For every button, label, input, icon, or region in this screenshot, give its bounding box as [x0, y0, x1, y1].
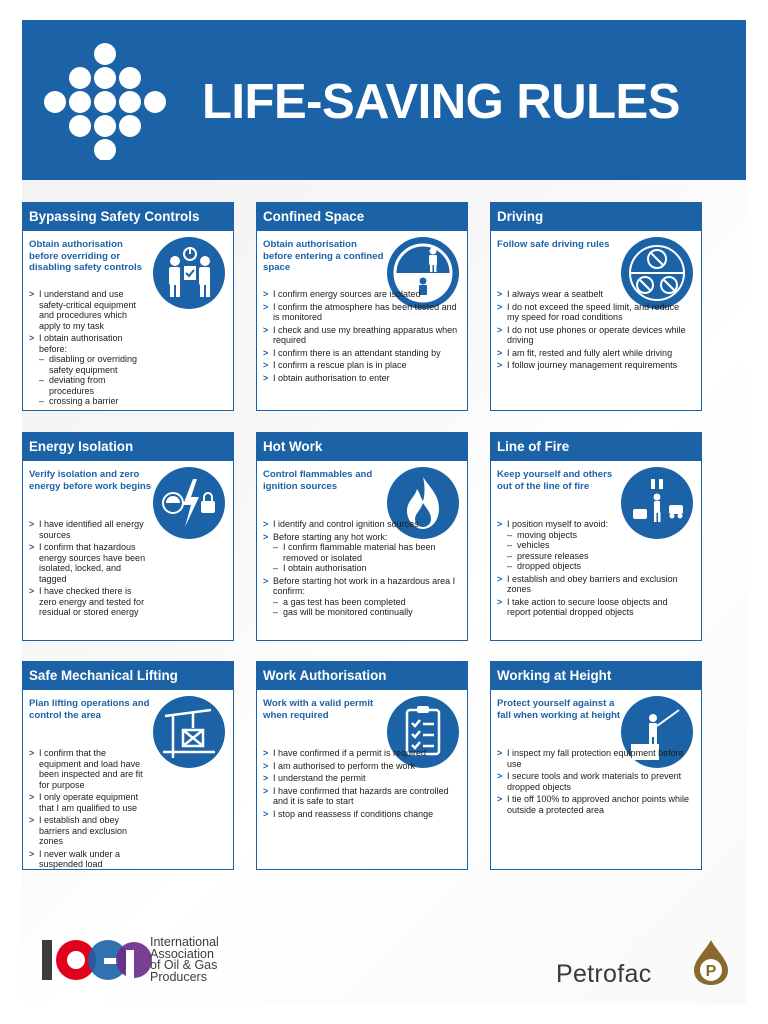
rule-item-text: I stop and reassess if conditions change [273, 808, 434, 819]
rule-item-text: I confirm there is an attendant standing by [273, 347, 441, 358]
rule-item [497, 597, 693, 618]
rule-item-text: I follow journey management requirements [507, 360, 678, 370]
rule-item-text: I confirm that hazardous energy sources have been isolated, locked, and tagged [39, 542, 146, 584]
rule-item [263, 786, 459, 807]
rule-item [263, 761, 459, 772]
rule-item-text: I obtain authorisation to enter [273, 372, 390, 383]
rule-card-subtitle: Control flammables and ignition sources [263, 469, 373, 492]
rule-card [490, 432, 702, 641]
petrofac-logo [556, 938, 746, 1004]
petrofac-drop-icon [692, 938, 730, 986]
rule-card-subtitle: Keep yourself and others out of the line of fire [497, 469, 613, 492]
rule-sub-list [39, 354, 149, 407]
iogp-name-line: Association [150, 946, 214, 961]
rule-item [497, 771, 693, 792]
rule-item [263, 325, 459, 346]
rule-item [263, 748, 459, 759]
rule-item-text: I do not exceed the speed limit, and reduce my speed for road conditions [507, 301, 680, 322]
rule-item [29, 586, 149, 618]
rule-item-text: I establish and obey barriers and exclusion zones [507, 573, 678, 594]
rule-card-list [497, 748, 693, 817]
rule-card-list [29, 748, 149, 872]
rule-item-text: I inspect my fall protection equipment before use [507, 748, 684, 769]
rule-item [263, 519, 459, 530]
rule-sub-item: – I obtain authorisation [273, 563, 459, 574]
rule-sub-list [507, 530, 693, 572]
rule-item [497, 289, 693, 300]
rule-item-text: Before starting any hot work: [273, 531, 388, 542]
rule-sub-item: – a gas test has been completed [273, 597, 459, 608]
petrofac-logo-letter: P [705, 963, 717, 980]
rule-item-text: I have identified all energy sources [39, 519, 144, 540]
rule-item-text: I never walk under a suspended load [39, 848, 121, 869]
rule-sub-item: – gas will be monitored continually [273, 607, 459, 618]
rule-item [263, 576, 459, 618]
rule-card-list [497, 289, 693, 373]
rule-item [29, 849, 149, 870]
iogp-dots-logo-icon [40, 40, 170, 160]
rule-card [256, 661, 468, 870]
rule-item [263, 302, 459, 323]
rule-sub-item: – crossing a barrier [39, 396, 149, 407]
rule-card-subtitle: Protect yourself against a fall when working at height [497, 698, 621, 721]
energy-isolation-icon [153, 467, 225, 539]
rule-item-text: I check and use my breathing apparatus when required [273, 324, 458, 345]
rule-card [256, 202, 468, 411]
rule-item-text: I obtain authorisation before: [39, 333, 123, 354]
rule-item-text: I am fit, rested and fully alert while driving [507, 347, 673, 358]
rule-card-subtitle: Obtain authorisation before overriding or disabling safety controls [29, 239, 143, 273]
rule-card-subtitle: Work with a valid permit when required [263, 698, 374, 721]
rule-item [29, 748, 149, 790]
rule-card-title: Hot Work [257, 433, 467, 461]
rule-sub-list [273, 597, 459, 618]
rule-item-text: I have confirmed if a permit is required [273, 748, 427, 758]
rule-item [29, 519, 149, 540]
rule-item-text: I understand and use safety-critical equipment and procedures which apply to my task [39, 289, 137, 331]
rule-card-title: Bypassing Safety Controls [23, 203, 233, 231]
rule-item-text: I confirm a rescue plan is in place [273, 360, 407, 370]
rule-card-title: Work Authorisation [257, 662, 467, 690]
rule-item-text: Before starting hot work in a hazardous area I confirm: [273, 575, 456, 596]
rule-sub-item: – moving objects [507, 530, 693, 541]
rule-item-text: I am authorised to perform the work [273, 760, 416, 771]
rule-item-text: I establish and obey barriers and exclusion zones [39, 815, 128, 846]
rule-card-subtitle: Verify isolation and zero energy before work begins [29, 469, 152, 492]
rule-card-subtitle: Plan lifting operations and control the area [29, 698, 150, 721]
rule-card-list [263, 289, 459, 385]
rule-card-subtitle: Follow safe driving rules [497, 239, 610, 250]
rule-item [263, 532, 459, 574]
rule-item [29, 815, 149, 847]
rule-card-title: Working at Height [491, 662, 701, 690]
rule-card-subtitle: Obtain authorisation before entering a confined space [263, 239, 384, 273]
iogp-name-line: of Oil & Gas [150, 958, 218, 972]
rule-item-text: I do not use phones or operate devices while driving [507, 324, 686, 345]
rule-item [263, 773, 459, 784]
rule-card-title: Driving [491, 203, 701, 231]
rule-sub-item: – pressure releases [507, 551, 693, 562]
rule-item [263, 373, 459, 384]
rule-item-text: I tie off 100% to approved anchor points while outside a protected area [507, 794, 689, 815]
rule-card-list [263, 519, 459, 620]
rule-sub-list [273, 542, 459, 574]
rule-item-text: I have checked there is zero energy and tested for residual or stored energy [39, 586, 145, 617]
rule-item [497, 519, 693, 572]
iogp-name-line: International [150, 935, 219, 949]
rule-item-text: I secure tools and work materials to prevent dropped objects [507, 771, 682, 792]
rule-card [22, 661, 234, 870]
rule-card-list [263, 748, 459, 821]
rule-sub-item: – disabling or overriding safety equipment [39, 354, 149, 375]
rule-item [29, 542, 149, 584]
rule-item [263, 289, 459, 300]
rule-sub-item: – dropped objects [507, 561, 693, 572]
rule-item-text: I confirm that the equipment and load have been inspected and are fit for purpose [39, 748, 143, 790]
rule-item [263, 360, 459, 371]
rule-sub-item: – vehicles [507, 540, 693, 551]
rule-item [29, 792, 149, 813]
lifting-icon [153, 696, 225, 768]
rule-item-text: I position myself to avoid: [507, 519, 609, 529]
rule-item-text: I confirm energy sources are isolated [273, 289, 421, 299]
iogp-name-line: Producers [150, 969, 207, 984]
authorisation-people-icon [153, 237, 225, 309]
rule-item [497, 794, 693, 815]
rule-item [497, 574, 693, 595]
rule-card [22, 432, 234, 641]
rule-item [497, 360, 693, 371]
rule-card [22, 202, 234, 411]
rule-card [490, 202, 702, 411]
rule-card [256, 432, 468, 641]
rule-item [497, 348, 693, 359]
rule-item-text: I understand the permit [273, 773, 366, 783]
rule-item-text: I always wear a seatbelt [507, 289, 604, 299]
rule-card [490, 661, 702, 870]
rule-item-text: I identify and control ignition sources [273, 519, 419, 529]
rule-item [497, 325, 693, 346]
rule-card-title: Line of Fire [491, 433, 701, 461]
rule-item-text: I only operate equipment that I am qualified to use [39, 792, 139, 813]
rule-item [497, 302, 693, 323]
rule-card-list [29, 289, 149, 409]
rule-card-title: Safe Mechanical Lifting [23, 662, 233, 690]
poster [22, 20, 746, 1004]
iogp-name [150, 937, 219, 983]
rule-card-title: Confined Space [257, 203, 467, 231]
rule-item-text: I have confirmed that hazards are controlled and it is safe to start [273, 785, 449, 806]
petrofac-name: Petrofac [556, 960, 652, 988]
rule-item-text: I confirm the atmosphere has been tested and is monitored [273, 301, 457, 322]
rule-item [497, 748, 693, 769]
rule-sub-item: – deviating from procedures [39, 375, 149, 396]
rule-item [29, 289, 149, 331]
page-title: LIFE-SAVING RULES [202, 75, 680, 129]
rule-sub-item: – I confirm flammable material has been removed or isolated [273, 542, 459, 563]
rule-card-list [29, 519, 149, 620]
header-banner [22, 20, 746, 180]
rule-item [29, 333, 149, 407]
rule-item [263, 809, 459, 820]
rule-item [263, 348, 459, 359]
rule-card-list [497, 519, 693, 620]
rule-card-title: Energy Isolation [23, 433, 233, 461]
rule-item-text: I take action to secure loose objects and report potential dropped objects [507, 596, 668, 617]
